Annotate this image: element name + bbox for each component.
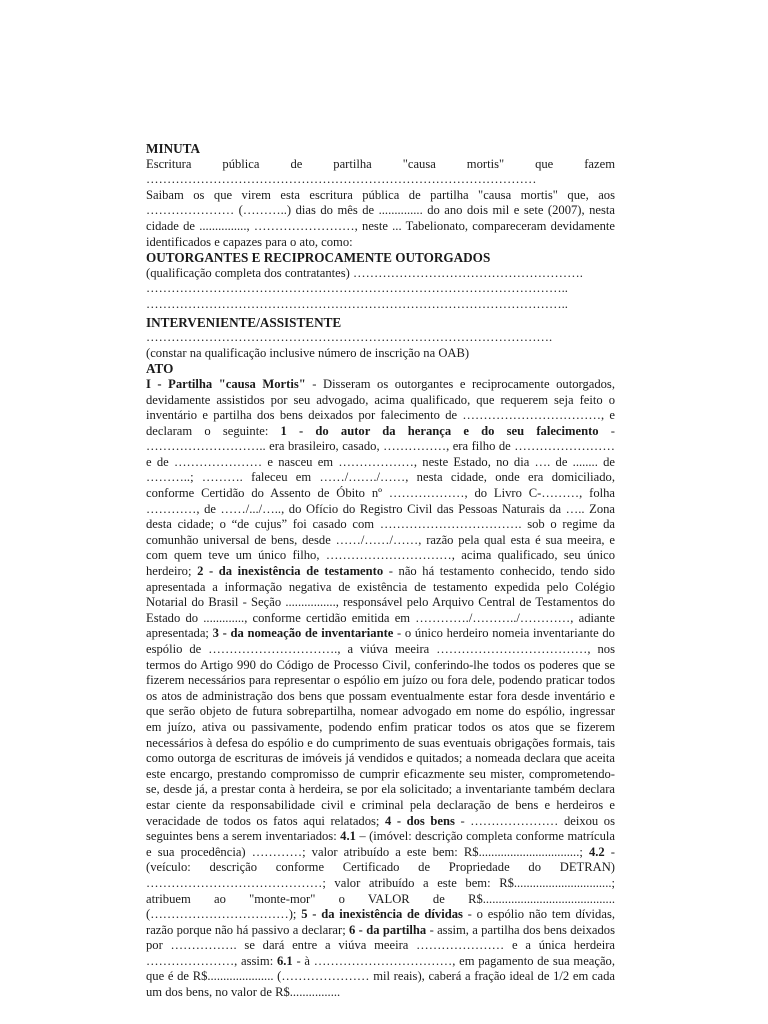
outorgantes-dots-3: ……………………………………………………………………………………….. — [146, 296, 568, 311]
heading-interveniente: INTERVENIENTE/ASSISTENTE — [146, 314, 342, 330]
sec2-label: 2 - da inexistência de testamento — [197, 564, 384, 579]
ato-paragraph — [146, 377, 615, 1001]
outorgantes-dots-1: ………………………………………………. — [349, 265, 583, 280]
outorgantes-dots-2: ……………………………………………………………………………………….. — [146, 281, 568, 296]
sec5-label: 5 - da inexistência de dívidas — [301, 907, 463, 922]
interveniente-note: (constar na qualificação inclusive número de inscrição na OAB) — [146, 345, 470, 360]
sec2-text: - não há testamento conhecido, tendo sido apresentada a informação negativa de existência de testamento expedida pelo Colégio Notarial do Brasil - Seção ................, responsável pelo Arquivo Central de Testamentos do Estado do ............., conforme certidão emitida em …………./………../…………, adiante apresentada; — [146, 564, 616, 641]
sec61-text: - à ……………………………, em pagamento de sua meação, que é de R$..................... (………………… mil reais), caberá a fração ideal de 1/2 em cada um dos bens, no valor de R$................ — [146, 953, 615, 1000]
outorgantes-qualificacao: (qualificação completa dos contratantes) — [146, 265, 350, 280]
sec5-text: - o espólio não tem dívidas, razão porque não há passivo a declarar; — [146, 907, 615, 937]
sec6-label: 6 - da partilha — [349, 922, 427, 937]
sec6-text: - assim, a partilha dos bens deixados por ……………. se dará entre a viúva meeira ………………… e a única herdeira …………………, assim: — [146, 922, 615, 968]
sec4-text: - ………………… deixou os seguintes bens a serem inventariados: — [146, 813, 615, 844]
sec41-label: 4.1 — [340, 829, 356, 844]
sec1-text: - ……………………….. era brasileiro, casado, ……………, era filho de …………………… e de ………………… e nasceu em ………………, neste Estado, no dia …. de ........ de ………..; ………. faleceu em ……/……./……, nesta cidade, onde era domiciliado, conforme Certidão do Assento de Óbito nº ………………, do Livro C-………, folha …………, de ……/.../….., do Ofício do Registro Civil das Pessoas Naturais da ….. Zona desta cidade; o “de cujus” foi casado com ……………………………. sob o regime da comunhão universal de bens, desde ……/……/……, razão pela qual esta é sua meeira, e com quem teve um único filho, …………………………, acima qualificado, seu único herdeiro; — [146, 423, 616, 579]
item1-label: I - Partilha "causa Mortis" — [146, 376, 306, 391]
outorgantes-block — [146, 266, 615, 282]
sec3-text: - o único herdeiro nomeia inventariante do espólio de …………………………., a viúva meeira ………………………………, nos termos do Artigo 990 do Código de Processo Civil, conferindo-lhe todos os poderes que se fizerem necessários para representar o espólio em juízo ou fora dele, podendo praticar todos os atos de administração dos bens que possam eventualmente estar fora desde inventário e que serão objeto de futura sobrepartilha, nomear advogado em nome do espólio, ingressar em juízo, ativa ou passivamente, podendo enfim praticar todos os atos que se fizerem necessários à defesa do espólio e do cumprimento de suas eventuais obrigações formais, tais como outorga de escrituras de imóveis já vendidos e quitados; a nomeada declara que aceita este encargo, prestando compromisso de cumprir eficazmente seu mister, comprometendo-se, desde já, a prestar conta à herdeira, se por ela solicitado; a inventariante também declara estar ciente da responsabilidade civil e criminal pela declaração de bens e herdeiros e veracidade de todos os fatos aqui relatados; — [146, 626, 615, 828]
interveniente-dots: ……………………………………………………………………………………. — [146, 330, 553, 345]
escritura-line: Escritura pública de partilha "causa mortis" que fazem ………………………………………………………………………………… — [146, 156, 615, 187]
saibam-paragraph: Saibam os que virem esta escritura pública de partilha "causa mortis" que, aos ………………… (………..) dias do mês de .............. do ano dois mil e sete (2007), nesta cidade de ..............., ……………………, neste ... Tabelionato, compareceram devidamente identificados e capazes para o ato, como: — [146, 187, 615, 249]
heading-ato: ATO — [146, 361, 174, 377]
sec1-label: 1 - do autor da herança e do seu falecimento — [280, 423, 599, 438]
document-title: MINUTA — [146, 141, 200, 156]
sec3-label: 3 - da nomeação de inventariante — [212, 626, 394, 641]
sec61-label: 6.1 — [276, 953, 293, 968]
heading-outorgantes: OUTORGANTES E RECIPROCAMENTE OUTORGADOS — [146, 250, 491, 266]
sec42-text: - (veículo: descrição conforme Certificado de Propriedade do DETRAN) ……………………………………; valor atribuído a este bem: R$...............................; atribuem ao "monte-mor" o VALOR de R$.......................................... (……………………………); — [146, 844, 615, 922]
sec4-label: 4 - dos bens — [385, 813, 455, 828]
item1-text: - Disseram os outorgantes e reciprocamente outorgados, devidamente assistidos por seu advogado, acima qualificado, que requerem seja feito o inventário e partilha dos bens deixados por falecimento de ……………………………, e declaram o seguinte: — [146, 376, 615, 438]
sec42-label: 4.2 — [588, 844, 605, 859]
sec41-text: – (imóvel: descrição completa conforme matrícula e sua procedência) …………; valor atribuído a este bem: R$................................; — [146, 829, 616, 859]
document-page — [146, 141, 615, 1001]
